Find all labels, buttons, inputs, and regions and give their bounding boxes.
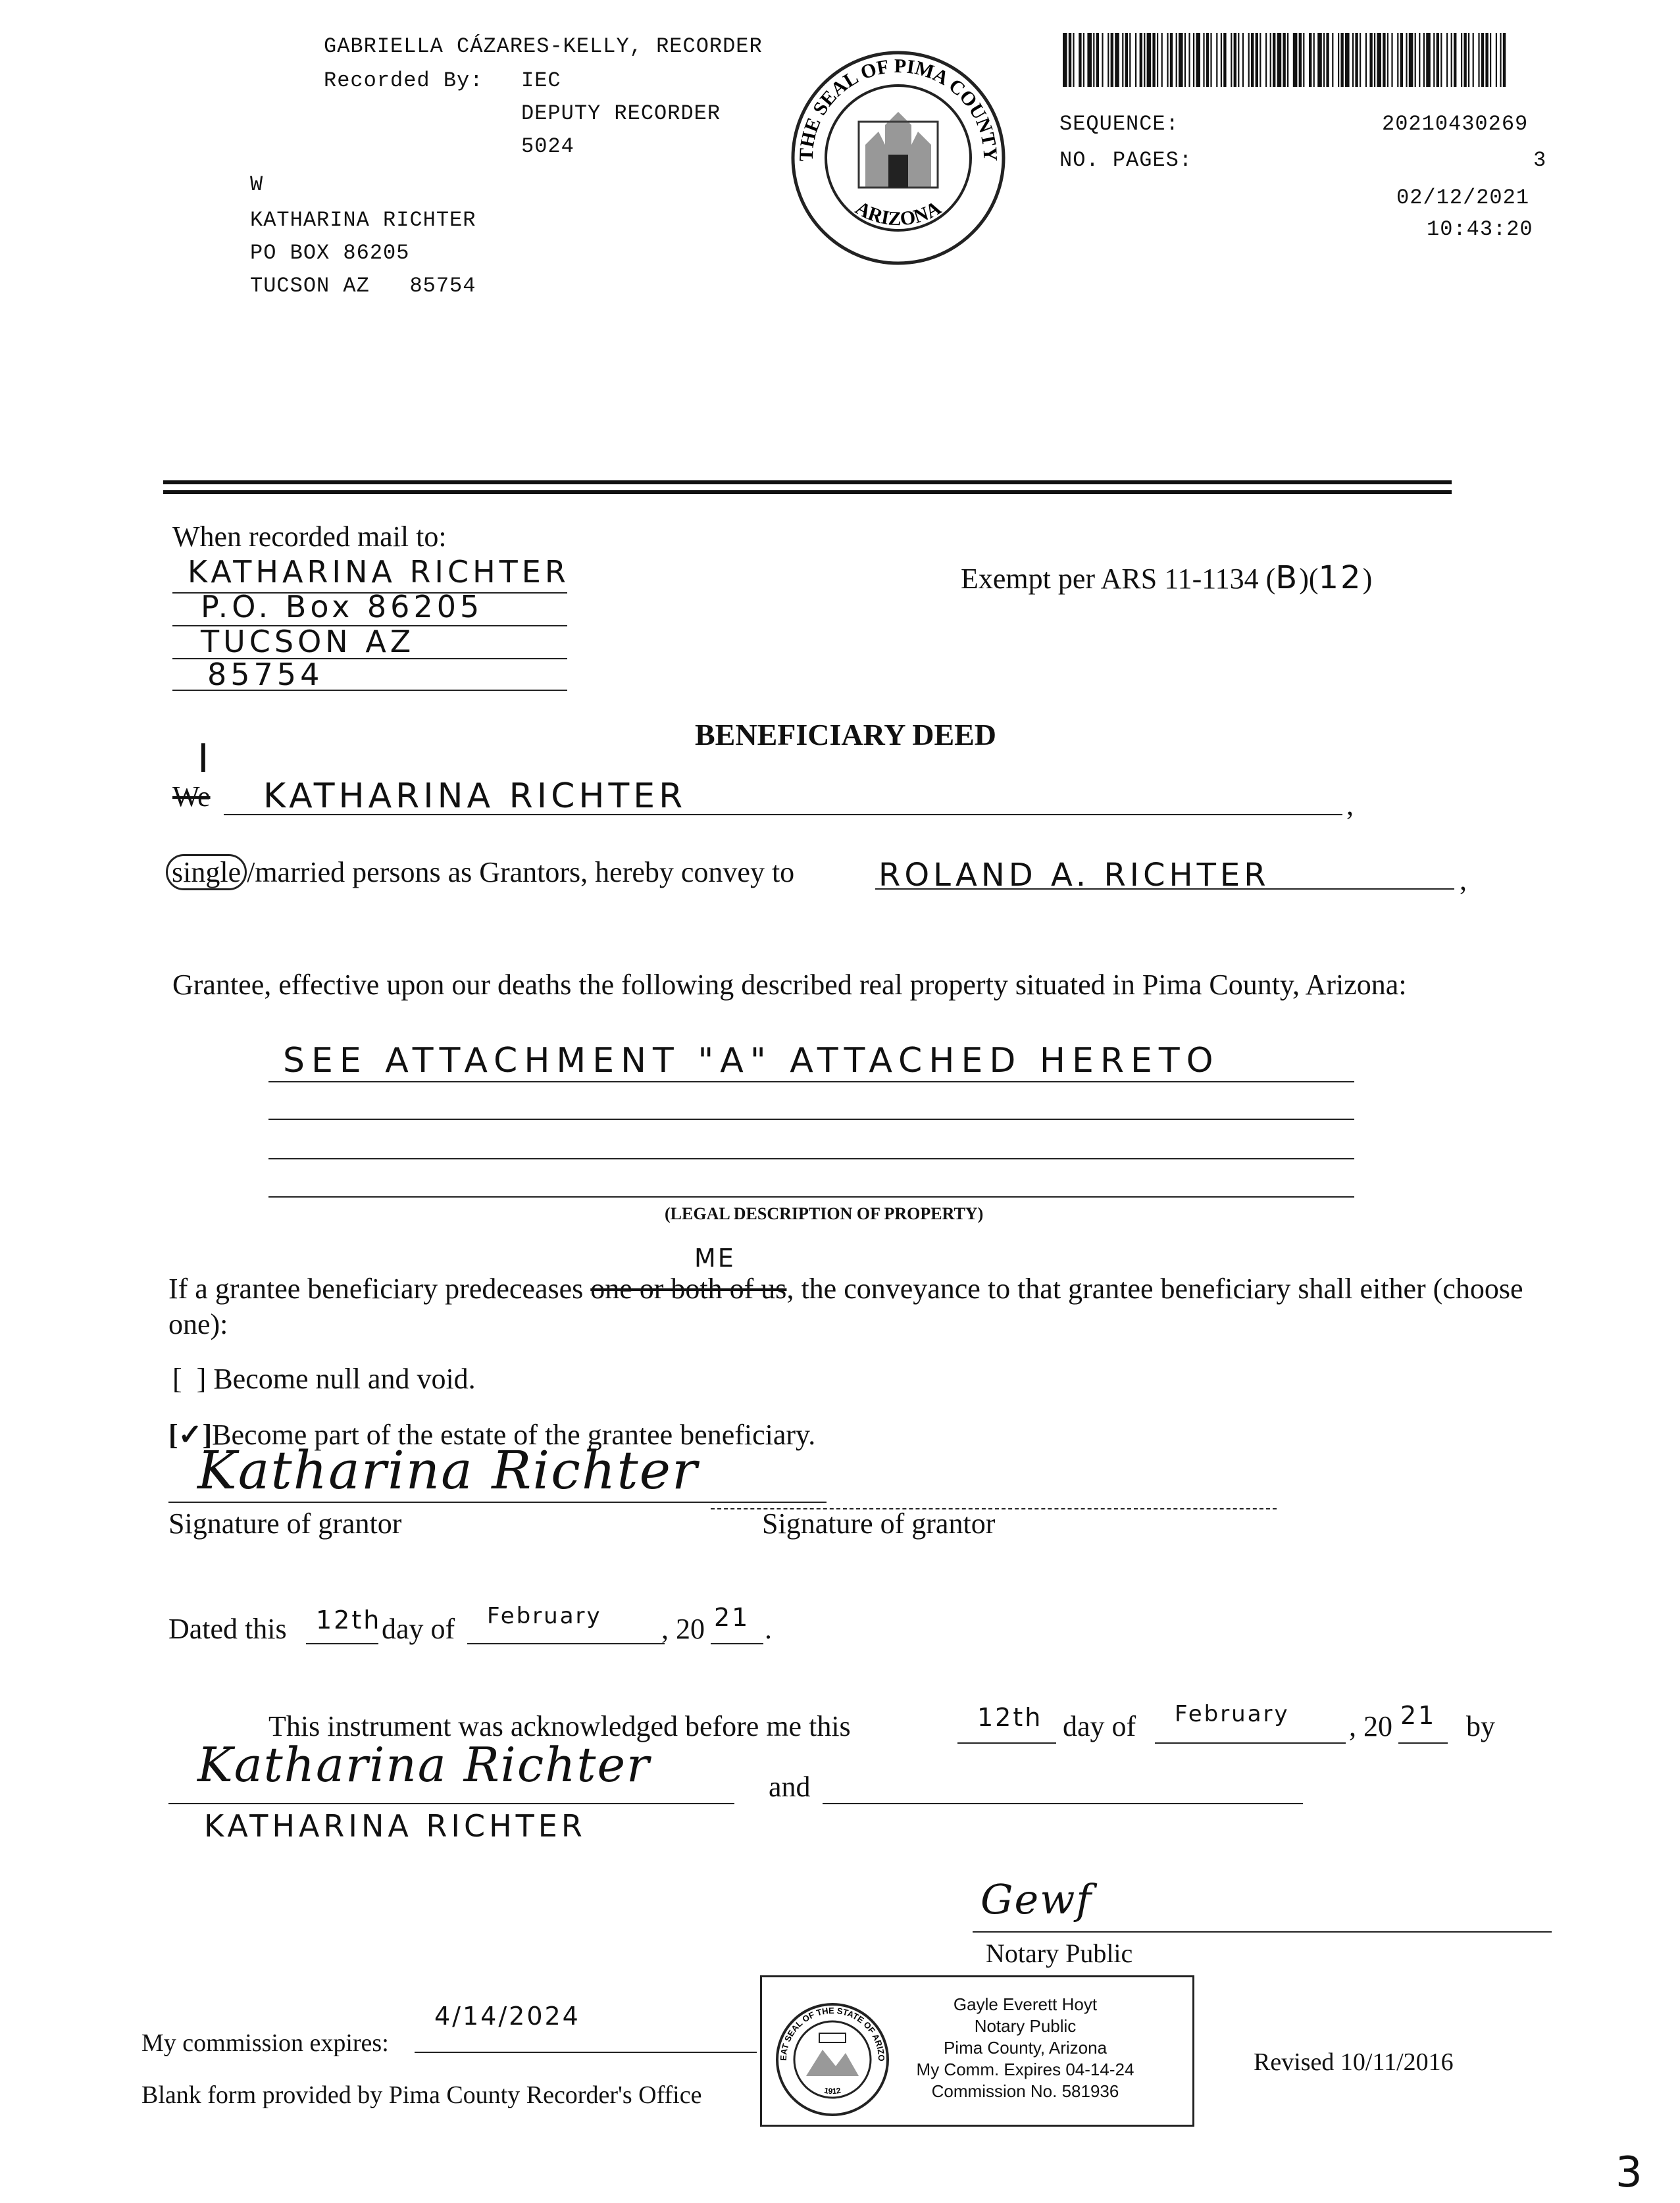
addressee-line-2: PO BOX 86205: [250, 241, 410, 265]
ack-month-line: [1155, 1742, 1346, 1744]
notary-signature: Gewf: [980, 1875, 1093, 1923]
grantee-name: ROLAND A. RICHTER: [878, 857, 1270, 894]
dated-end: .: [765, 1613, 772, 1645]
ack-and: and: [769, 1771, 811, 1803]
dated-year-prefix: , 20: [661, 1613, 705, 1645]
grantor-prefix-handwritten: I: [197, 736, 213, 782]
recording-date: 02/12/2021: [1396, 186, 1530, 210]
recording-code: W: [250, 172, 264, 197]
grantor-prefix-printed: We: [172, 780, 211, 813]
commission-value: 4/14/2024: [434, 2002, 580, 2031]
pima-county-seal: [786, 46, 1010, 270]
option-estate: [✓]Become part of the estate of the grantee beneficiary.: [168, 1419, 816, 1451]
notary-stamp-line-4: My Comm. Expires 04-14-24: [916, 2060, 1134, 2079]
ack-mid: day of: [1063, 1710, 1136, 1742]
deputy-recorder: DEPUTY RECORDER: [521, 101, 721, 126]
signature-label-1: Signature of grantor: [168, 1507, 402, 1540]
page-mark: 3: [1616, 2148, 1646, 2197]
ack-second-signer-line: [823, 1803, 1303, 1804]
recorded-by-value: IEC: [521, 68, 561, 93]
dated-year-line: [711, 1643, 763, 1644]
notary-signature-line: [973, 1931, 1552, 1933]
ack-by: by: [1466, 1710, 1495, 1742]
arizona-seal-year: 1912: [823, 2085, 842, 2096]
exempt-statement: Exempt per ARS 11-1134 (B)(12): [961, 559, 1373, 596]
property-intro: Grantee, effective upon our deaths the following described real property situated in Pima County, Arizona:: [172, 969, 1407, 1001]
dated-day: 12th: [316, 1606, 382, 1634]
recorder-name: GABRIELLA CÁZARES-KELLY, RECORDER: [324, 34, 763, 59]
property-description: SEE ATTACHMENT "A" ATTACHED HERETO: [283, 1041, 1220, 1080]
notary-label: Notary Public: [986, 1938, 1133, 1968]
predecease-insert: ME: [694, 1244, 736, 1273]
grantor-name: KATHARINA RICHTER: [263, 776, 687, 816]
exempt-b: B: [1275, 559, 1300, 596]
dated-prefix: Dated this: [168, 1613, 287, 1645]
sequence-value: 20210430269: [1382, 112, 1529, 136]
document-title: BENEFICIARY DEED: [695, 718, 997, 751]
dated-year: 21: [714, 1603, 750, 1632]
commission-label: My commission expires:: [141, 2029, 389, 2057]
property-line-1: [268, 1081, 1354, 1082]
mail-to-line-2: P.O. Box 86205: [201, 589, 484, 624]
grantor-trailing-comma: ,: [1346, 789, 1354, 821]
grantor-signature: Katharina Richter: [197, 1440, 699, 1501]
ack-year: 21: [1400, 1701, 1437, 1730]
grantee-name-underline: [875, 888, 1454, 890]
divider-rule-top: [163, 480, 1452, 484]
barcode: [1063, 33, 1507, 87]
notary-stamp-text: [867, 1994, 1183, 2102]
notary-stamp-line-3: Pima County, Arizona: [943, 2038, 1107, 2058]
ack-text: This instrument was acknowledged before me this: [268, 1710, 851, 1742]
mail-to-line-3: TUCSON AZ: [201, 624, 415, 659]
seal-bottom-text: ARIZONA: [852, 197, 945, 230]
option-null-void-box: [ ]: [172, 1363, 207, 1395]
mail-to-line-4: 85754: [207, 657, 324, 692]
svg-text:1912: [823, 2086, 842, 2096]
property-line-3: [268, 1158, 1354, 1159]
grantor-name-underline: [224, 814, 1342, 815]
ack-day: 12th: [977, 1703, 1043, 1732]
commission-line: [415, 2052, 757, 2053]
notary-stamp-line-5: Commission No. 581936: [931, 2081, 1119, 2101]
notary-stamp-line-2: Notary Public: [974, 2016, 1077, 2036]
ack-year-prefix: , 20: [1349, 1710, 1392, 1742]
deputy-number: 5024: [521, 134, 574, 159]
ack-month: February: [1175, 1701, 1290, 1727]
grantor-status-single: single: [166, 854, 247, 890]
predecease-text: If a grantee beneficiary predeceases one or both of us, the conveyance to that grantee beneficiary shall either (choose one):: [168, 1273, 1531, 1340]
svg-text:ARIZONA: [852, 197, 945, 230]
grantor-signature-line-1: [168, 1502, 827, 1503]
dated-day-line: [306, 1643, 378, 1644]
property-line-2: [268, 1119, 1354, 1120]
mail-to-line-1: KATHARINA RICHTER: [188, 554, 570, 590]
seal-top-text: THE SEAL OF PIMA COUNTY: [795, 55, 1002, 162]
grantee-trailing-comma: ,: [1460, 864, 1467, 896]
signature-label-2: Signature of grantor: [762, 1507, 996, 1540]
dated-month: February: [487, 1603, 602, 1629]
option-estate-box: [✓]: [168, 1419, 213, 1451]
property-line-4: [268, 1196, 1354, 1198]
ack-day-line: [957, 1742, 1056, 1744]
ack-signer-signature: Katharina Richter: [197, 1737, 651, 1792]
mail-to-underline-4: [172, 690, 567, 691]
property-caption: (LEGAL DESCRIPTION OF PROPERTY): [665, 1204, 984, 1223]
mail-to-label: When recorded mail to:: [172, 520, 447, 553]
grantor-status-line: single /married persons as Grantors, hereby convey to: [166, 855, 794, 889]
ack-signer-line: [168, 1803, 734, 1804]
recorded-by-label: Recorded By:: [324, 68, 484, 93]
addressee-line-3: TUCSON AZ 85754: [250, 274, 476, 298]
option-null-void: [ ] Become null and void.: [172, 1363, 476, 1395]
exempt-n: 12: [1318, 559, 1363, 596]
dated-month-line: [467, 1643, 665, 1644]
ack-year-line: [1398, 1742, 1448, 1744]
addressee-line-1: KATHARINA RICHTER: [250, 208, 476, 232]
form-note: Blank form provided by Pima County Recorder's Office: [141, 2081, 702, 2109]
pages-value: 3: [1533, 148, 1547, 172]
revised-date: Revised 10/11/2016: [1254, 2048, 1454, 2076]
dated-mid: day of: [382, 1613, 455, 1645]
recording-time: 10:43:20: [1427, 217, 1533, 241]
divider-rule-bottom: [163, 490, 1452, 494]
predecease-struck: one or both of us: [590, 1273, 787, 1305]
pages-label: NO. PAGES:: [1059, 148, 1193, 172]
arizona-seal-text: EAT SEAL OF THE STATE OF ARIZO: [778, 2005, 887, 2062]
notary-stamp-line-1: Gayle Everett Hoyt: [953, 1994, 1098, 2014]
ack-printed-name: KATHARINA RICHTER: [204, 1808, 586, 1844]
sequence-label: SEQUENCE:: [1059, 112, 1179, 136]
